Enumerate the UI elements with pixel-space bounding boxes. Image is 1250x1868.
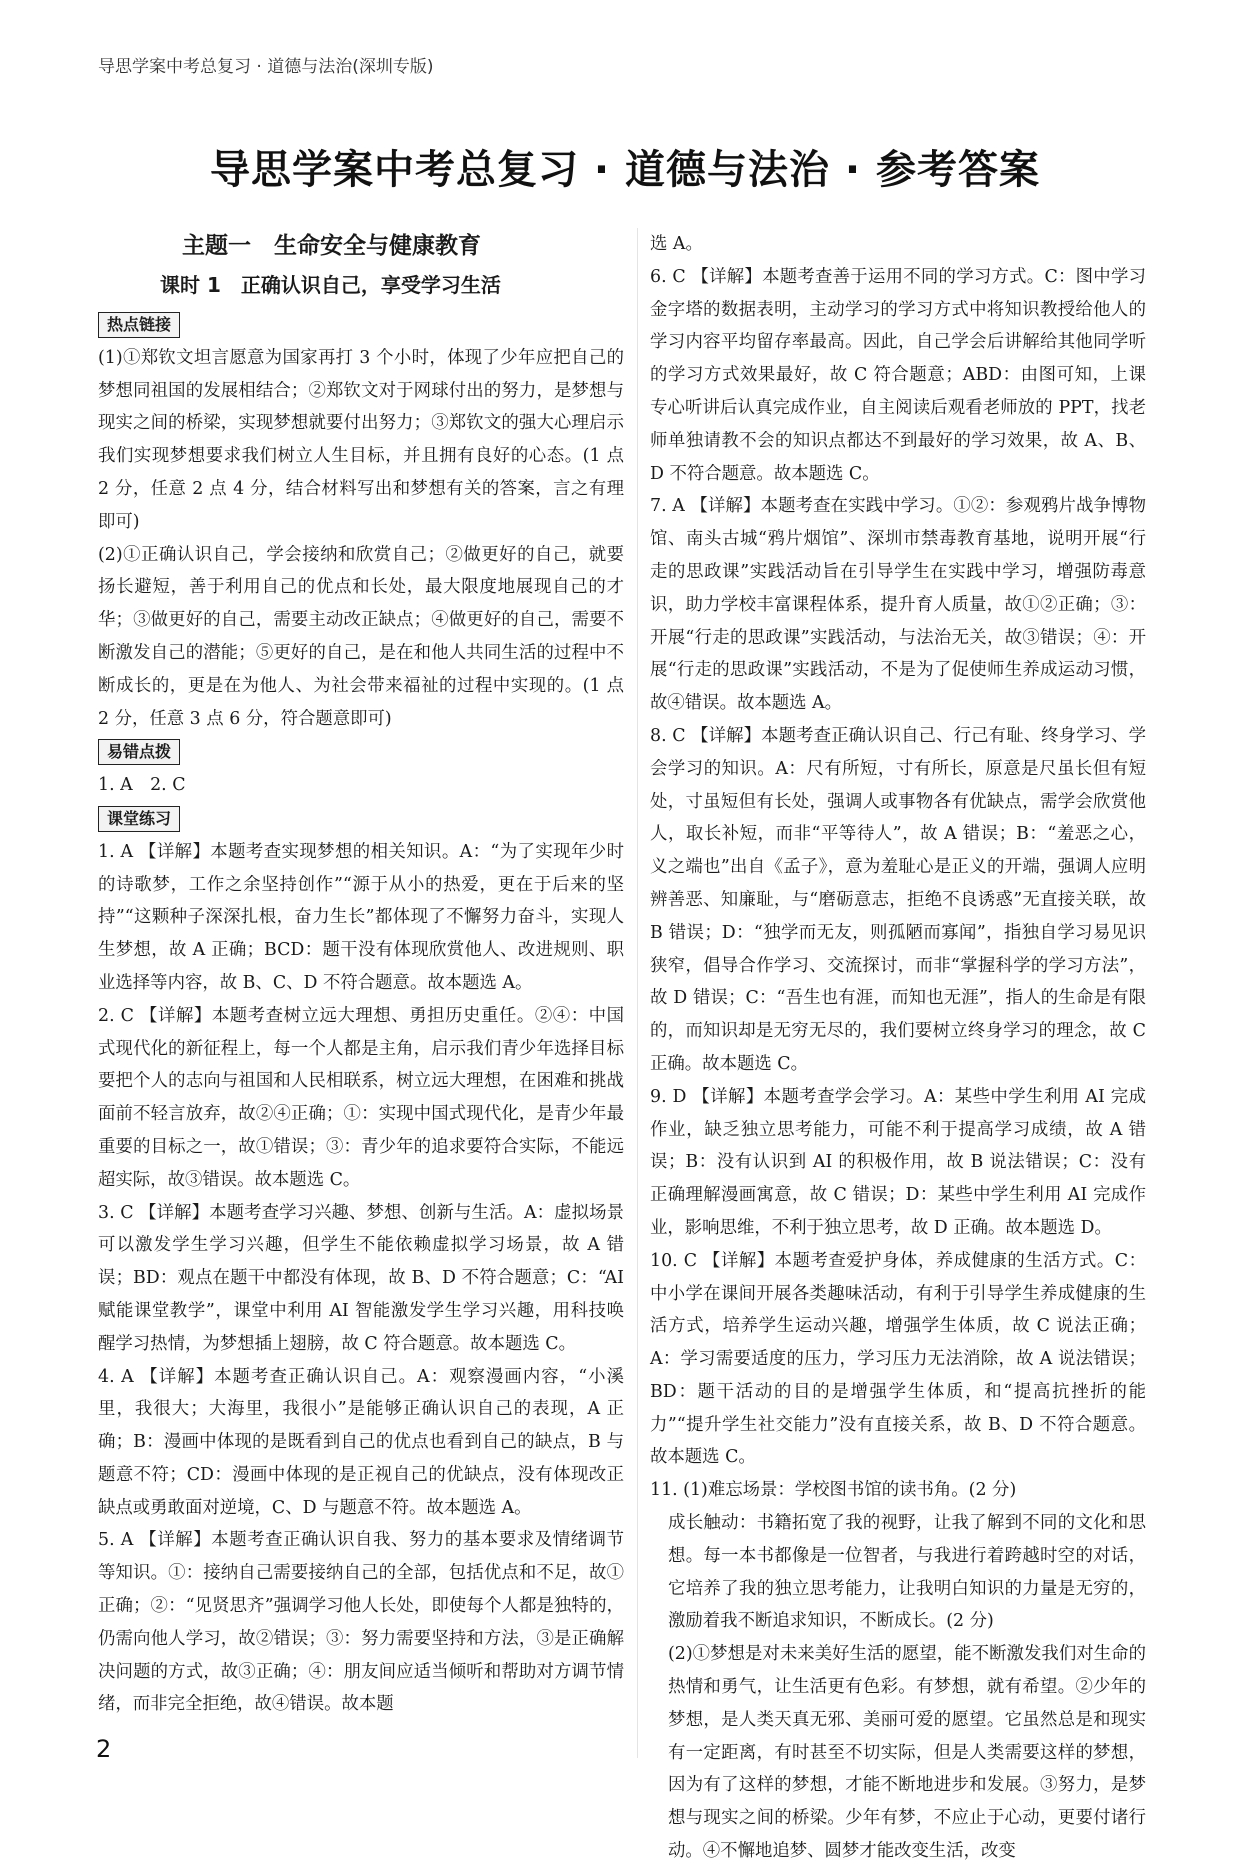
answer-5: 5. A 【详解】本题考查正确认识自我、努力的基本要求及情绪调节等知识。①：接纳自己需要接纳自己的全部，包括优点和不足，故①正确；②：“见贤思齐”强调学习他人长处，即使每个人都是独特的，仍需向他人学习，故②错误；③：努力需要坚持和方法，③是正确解决问题的方式，故③正确；④：朋友间应适当倾听和帮助对方调节情绪，而非完全拒绝，故④错误。故本题 — [98, 1530, 624, 1715]
answer-7: 7. A 【详解】本题考查在实践中学习。①②：参观鸦片战争博物馆、南头古城“鸦片烟馆”、深圳市禁毒教育基地，说明开展“行走的思政课”实践活动旨在引导学生在实践中学习，增强防毒意识，助力学校丰富课程体系，提升育人质量，故①②正确；③：开展“行走的思政课”实践活动，与法治无关，故③错误；④：开展“行走的思政课”实践活动，不是为了促使师生养成运动习惯，故④错误。故本题选 A。 — [650, 496, 1146, 714]
answer-8: 8. C 【详解】本题考查正确认识自己、行己有耻、终身学习、学会学习的知识。A：尺有所短，寸有所长，原意是尺虽长但有短处，寸虽短但有长处，强调人或事物各有优缺点，需学会欣赏他人，取长补短，而非“平等待人”，故 A 错误；B：“羞恶之心，义之端也”出自《孟子》，意为羞耻心是正义的开端，强调人应明辨善恶、知廉耻，与“磨砺意志，拒绝不良诱惑”无直接关联，故 B 错误；D：“独学而无友，则孤陋而寡闻”，指独自学习易见识狭窄，倡导合作学习、交流探讨，而非“掌握科学的学习方法”，故 D 错误；C：“吾生也有涯，而知也无涯”，指人的生命是有限的，而知识却是无穷无尽的，我们要树立终身学习的理念，故 C 正确。故本题选 C。 — [650, 725, 1146, 1074]
answer-3: 3. C 【详解】本题考查学习兴趣、梦想、创新与生活。A：虚拟场景可以激发学生学习兴趣，但学生不能依赖虚拟学习场景，故 A 错误；BD：观点在题干中都没有体现，故 B、D 不符合题意；C：“AI 赋能课堂教学”，课堂中利用 AI 智能激发学生学习兴趣，用科技唤醒学习热情，为梦想插上翅膀，故 C 符合题意。故本题选 C。 — [98, 1202, 624, 1354]
right-column — [650, 228, 1146, 1868]
hot-links-answer-2: (2)①正确认识自己，学会接纳和欣赏自己；②做更好的自己，就要扬长避短，善于利用自己的优点和长处，最大限度地展现自己的才华；③做更好的自己，需要主动改正缺点；④做更好的自己，需要不断激发自己的潜能；⑤更好的自己，是在和他人共同生活的过程中不断成长的，更是在为他人、为社会带来福祉的过程中实现的。(1 点 2 分，任意 3 点 6 分，符合题意即可) — [98, 544, 624, 729]
page-title: 导思学案中考总复习 · 道德与法治 · 参考答案 — [209, 147, 1041, 193]
column-divider — [637, 228, 638, 1758]
answer-1: 1. A 【详解】本题考查实现梦想的相关知识。A：“为了实现年少时的诗歌梦，工作之余坚持创作”“源于从小的热爱，更在于后来的坚持”“这颗种子深深扎根，奋力生长”都体现了不懈努力奋斗，实现人生梦想，故 A 正确；BCD：题干没有体现欣赏他人、改进规则、职业选择等内容，故 B、C、D 不符合题意。故本题选 A。 — [98, 841, 624, 993]
error-prone-answers: 1. A 2. C — [98, 775, 186, 796]
answer-10: 10. C 【详解】本题考查爱护身体，养成健康的生活方式。C：中小学在课间开展各类趣味活动，有利于引导学生养成健康的生活方式，培养学生运动兴趣，增强学生体质，故 C 说法正确；A：学习需要适度的压力，学习压力无法消除，故 A 说法错误；BD：题干活动的目的是增强学生体质，和“提高抗挫折的能力”“提升学生社交能力”没有直接关系，故 B、D 不符合题意。故本题选 C。 — [650, 1250, 1146, 1468]
answer-2: 2. C 【详解】本题考查树立远大理想、勇担历史重任。②④：中国式现代化的新征程上，每一个人都是主角，启示我们青少年选择目标要把个人的志向与祖国和人民相联系，树立远大理想，在困难和挑战面前不轻言放弃，故②④正确；①：实现中国式现代化，是青少年最重要的目标之一，故①错误；③：青少年的追求要符合实际，不能远超实际，故③错误。故本题选 C。 — [98, 1005, 624, 1190]
running-header: 导思学案中考总复习 · 道德与法治(深圳专版) — [98, 57, 434, 77]
hot-links-answer-1: (1)①郑钦文坦言愿意为国家再打 3 个小时，体现了少年应把自己的梦想同祖国的发展相结合；②郑钦文对于网球付出的努力，是梦想与现实之间的桥梁，实现梦想就要付出努力；③郑钦文的强大心理启示我们实现梦想要求我们树立人生目标，并且拥有良好的心态。(1 点 2 分，任意 2 点 4 分，结合材料写出和梦想有关的答案，言之有理即可) — [98, 347, 624, 532]
answer-5-continued: 选 A。 — [650, 234, 703, 254]
answer-4: 4. A 【详解】本题考查正确认识自己。A：观察漫画内容，“小溪里，我很大；大海里，我很小”是能够正确认识自己的表现，A 正确；B：漫画中体现的是既看到自己的优点也看到自己的缺点，B 与题意不符；CD：漫画中体现的是正视自己的优缺点，没有体现改正缺点或勇敢面对逆境，C、D 与题意不符。故本题选 A。 — [98, 1366, 624, 1518]
answer-11-part-1: 11. (1)难忘场景：学校图书馆的读书角。(2 分) — [650, 1480, 1017, 1501]
section-label-class-practice: 课堂练习 — [98, 806, 180, 832]
page-number: 2 — [96, 1735, 112, 1763]
answer-11-growth: 成长触动：书籍拓宽了我的视野，让我了解到不同的文化和思想。每一本书都像是一位智者，与我进行着跨越时空的对话，它培养了我的独立思考能力，让我明白知识的力量是无穷的，激励着我不断追求知识，不断成长。(2 分) — [668, 1513, 1146, 1632]
answer-6: 6. C 【详解】本题考查善于运用不同的学习方式。C：图中学习金字塔的数据表明，主动学习的学习方式中将知识教授给他人的学习内容平均留存率最高。因此，自己学会后讲解给其他同学听的学习方式效果最好，故 C 符合题意；ABD：由图可知，上课专心听讲后认真完成作业，自主阅读后观看老师放的 PPT，找老师单独请教不会的知识点都达不到最好的学习效果，故 A、B、D 不符合题意。故本题选 C。 — [650, 266, 1146, 484]
section-label-hot-links: 热点链接 — [98, 312, 180, 338]
section-label-error-prone: 易错点拨 — [98, 739, 180, 765]
left-column — [98, 228, 624, 1721]
topic-heading: 主题一 生命安全与健康教育 — [182, 233, 481, 259]
answer-9: 9. D 【详解】本题考查学会学习。A：某些中学生利用 AI 完成作业，缺乏独立思考能力，可能不利于提高学习成绩，故 A 错误；B：没有认识到 AI 的积极作用，故 B 说法错误；C：没有正确理解漫画寓意，故 C 错误；D：某些中学生利用 AI 完成作业，影响思维，不利于独立思考，故 D 正确。故本题选 D。 — [650, 1086, 1146, 1238]
answer-11-part-2: (2)①梦想是对未来美好生活的愿望，能不断激发我们对生命的热情和勇气，让生活更有色彩。有梦想，就有希望。②少年的梦想，是人类天真无邪、美丽可爱的愿望。它虽然总是和现实有一定距离，有时甚至不切实际，但是人类需要这样的梦想，因为有了这样的梦想，才能不断地进步和发展。③努力，是梦想与现实之间的桥梁。少年有梦，不应止于心动，更要付诸行动。④不懈地追梦、圆梦才能改变生活，改变 — [668, 1644, 1146, 1862]
lesson-heading: 课时 1 正确认识自己，享受学习生活 — [160, 273, 501, 297]
